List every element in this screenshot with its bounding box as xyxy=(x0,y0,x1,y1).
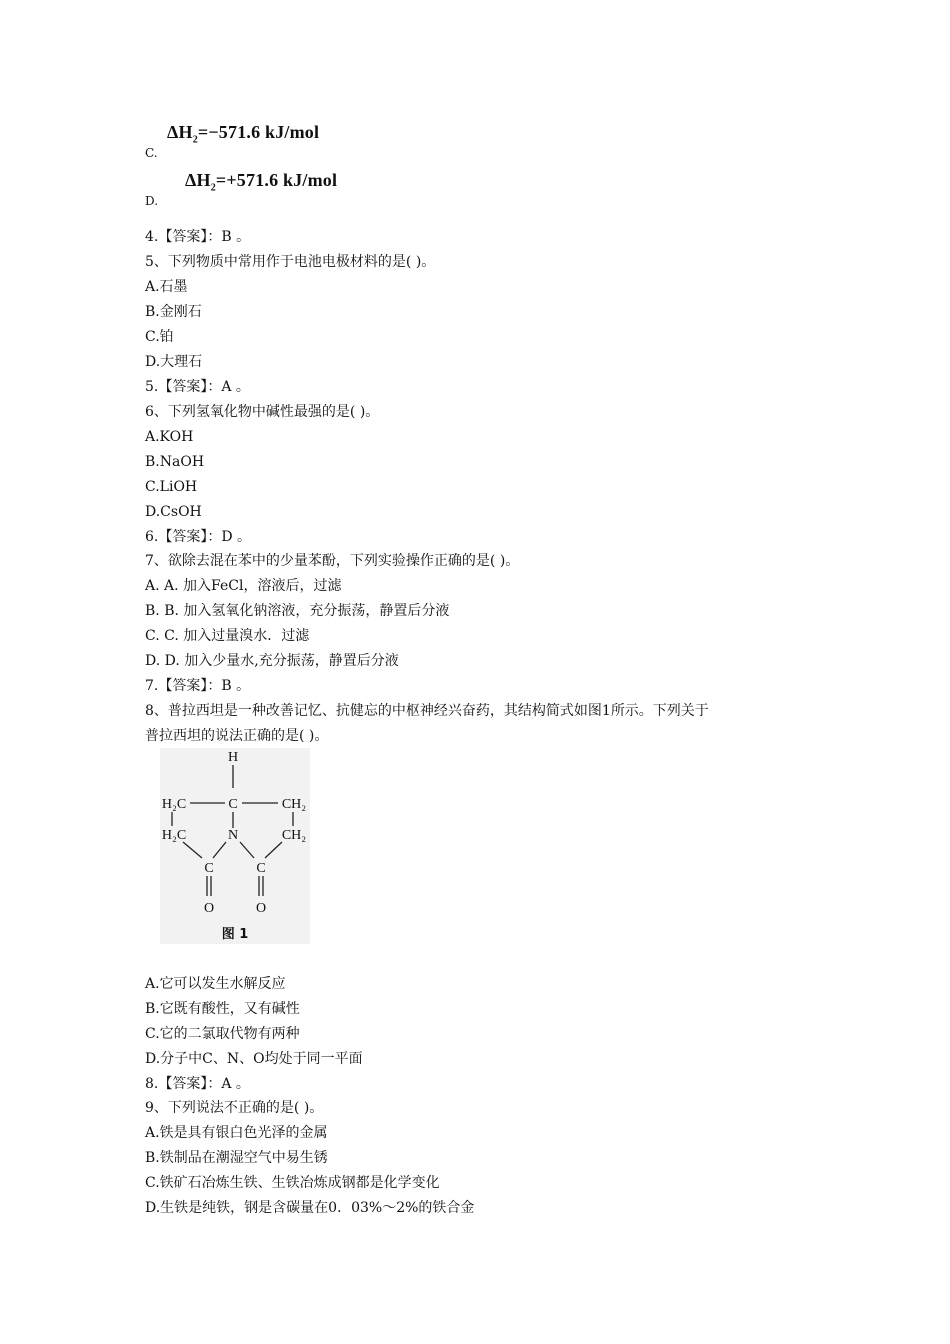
option-line: C.LiOH xyxy=(145,479,198,495)
atom-label: H xyxy=(227,750,239,765)
option-line: B.NaOH xyxy=(145,454,205,470)
atom-label: C xyxy=(256,861,266,876)
structure-figure xyxy=(160,748,310,944)
piracetam-structure-diagram xyxy=(160,748,310,944)
option-line: D. D. 加入少量水,充分振荡，静置后分液 xyxy=(145,653,399,669)
option-line: C.铂 xyxy=(145,329,174,345)
atom-label: C xyxy=(204,861,214,876)
atom-label: H₂C xyxy=(161,828,187,843)
formula-subscript: 2 xyxy=(210,183,216,194)
atom-label: H₂C xyxy=(161,797,187,812)
question-stem: 7、欲除去混在苯中的少量苯酚，下列实验操作正确的是( )。 xyxy=(145,553,520,569)
answer-line: 5.【答案】：A 。 xyxy=(145,379,250,395)
atom-label: N xyxy=(227,828,239,843)
atom-label: CH₂ xyxy=(281,797,307,812)
answer-line: 4.【答案】：B 。 xyxy=(145,229,251,245)
option-line: D.生铁是纯铁，钢是含碳量在0．03%～2%的铁合金 xyxy=(145,1200,475,1216)
option-label: C. xyxy=(145,146,158,160)
atom-label: C xyxy=(228,797,238,812)
answer-line: 6.【答案】：D 。 xyxy=(145,529,252,545)
option-line: D.分子中C、N、O均处于同一平面 xyxy=(145,1051,363,1067)
option-line: B.它既有酸性，又有碱性 xyxy=(145,1001,300,1017)
option-line: A. A. 加入FeCl，溶液后，过滤 xyxy=(145,578,342,594)
option-line: D.大理石 xyxy=(145,354,203,370)
question-stem: 8、普拉西坦是一种改善记忆、抗健忘的中枢神经兴奋药，其结构简式如图1所示。下列关于 xyxy=(145,703,709,719)
option-line: C. C. 加入过量溴水．过滤 xyxy=(145,628,310,644)
option-line: B.金刚石 xyxy=(145,304,202,320)
question-stem: 5、下列物质中常用作于电池电极材料的是( )。 xyxy=(145,254,436,270)
option-line: D.CsOH xyxy=(145,504,202,520)
figure-background xyxy=(160,748,310,944)
option-line: A.铁是具有银白色光泽的金属 xyxy=(145,1125,328,1141)
formula-subscript: 2 xyxy=(192,135,198,146)
answer-line: 7.【答案】：B 。 xyxy=(145,678,251,694)
option-line: A.KOH xyxy=(145,429,194,445)
figure-caption: 图 1 xyxy=(221,927,249,942)
formula-value: =+571.6 kJ/mol xyxy=(215,170,338,191)
option-line: C.铁矿石冶炼生铁、生铁冶炼成钢都是化学变化 xyxy=(145,1175,440,1191)
enthalpy-formula xyxy=(185,170,337,194)
question-stem-continued: 普拉西坦的说法正确的是( )。 xyxy=(145,728,329,744)
question-stem: 9、下列说法不正确的是( )。 xyxy=(145,1100,324,1116)
option-line: B.铁制品在潮湿空气中易生锈 xyxy=(145,1150,328,1166)
option-line: A.石墨 xyxy=(145,279,188,295)
formula-symbol: ΔH xyxy=(167,122,193,143)
option-label: D. xyxy=(145,194,159,208)
option-d-formula xyxy=(145,168,445,208)
answer-line: 8.【答案】：A 。 xyxy=(145,1076,250,1092)
atom-label: O xyxy=(255,901,267,916)
atom-label: O xyxy=(203,901,215,916)
formula-symbol: ΔH xyxy=(185,170,211,191)
formula-value: =−571.6 kJ/mol xyxy=(197,122,320,143)
option-line: A.它可以发生水解反应 xyxy=(145,976,286,992)
atom-label: CH₂ xyxy=(281,828,307,843)
option-c-formula xyxy=(145,120,445,160)
enthalpy-formula xyxy=(167,122,319,146)
question-stem: 6、下列氢氧化物中碱性最强的是( )。 xyxy=(145,404,380,420)
option-line: B. B. 加入氢氧化钠溶液，充分振荡，静置后分液 xyxy=(145,603,450,619)
option-line: C.它的二氯取代物有两种 xyxy=(145,1026,300,1042)
